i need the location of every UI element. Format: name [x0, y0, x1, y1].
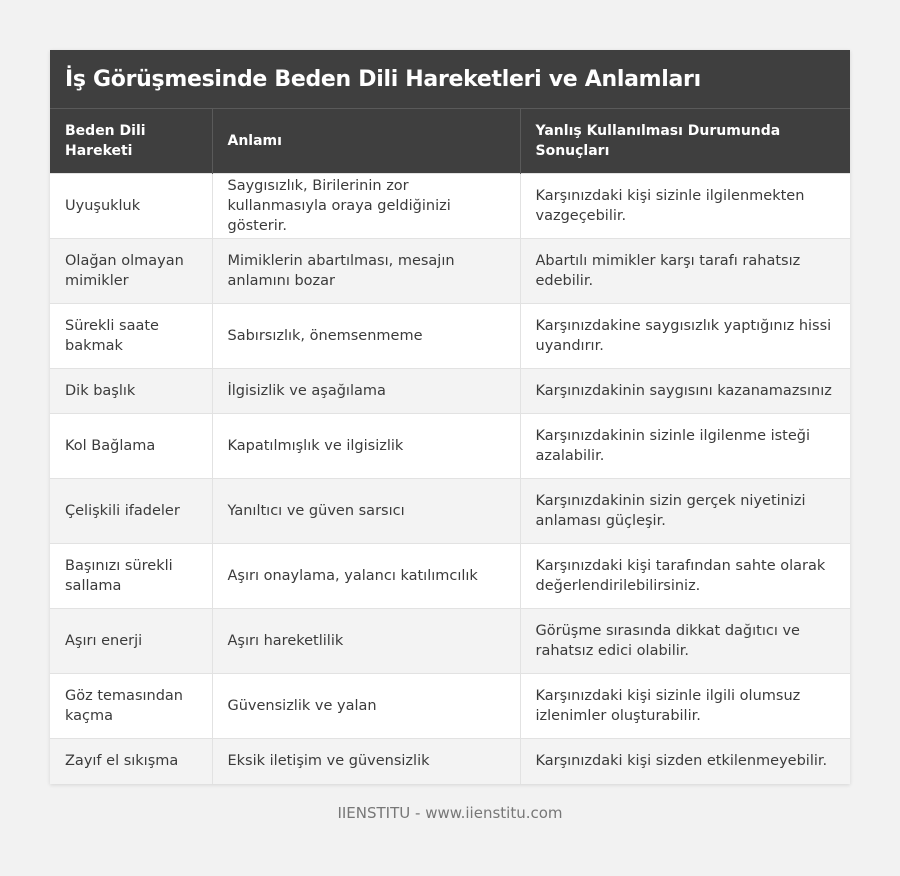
- header-movement: Beden Dili Hareketi: [50, 109, 212, 174]
- page-title: İş Görüşmesinde Beden Dili Hareketleri ve Anlamları: [65, 66, 701, 92]
- cell-consequence: Karşınızdakinin sizinle ilgilenme isteği azalabilir.: [520, 414, 850, 479]
- title-bar: [50, 50, 850, 109]
- cell-meaning: Yanıltıcı ve güven sarsıcı: [212, 479, 520, 544]
- cell-meaning: Güvensizlik ve yalan: [212, 674, 520, 739]
- header-meaning: Anlamı: [212, 109, 520, 174]
- cell-movement: Olağan olmayan mimikler: [50, 239, 212, 304]
- table-row: [50, 544, 850, 609]
- cell-meaning: İlgisizlik ve aşağılama: [212, 369, 520, 414]
- cell-movement: Aşırı enerji: [50, 609, 212, 674]
- table-card: [50, 50, 850, 784]
- cell-consequence: Karşınızdaki kişi sizden etkilenmeyebilir.: [520, 739, 850, 784]
- cell-consequence: Karşınızdakinin sizin gerçek niyetinizi anlaması güçleşir.: [520, 479, 850, 544]
- header-consequence: Yanlış Kullanılması Durumunda Sonuçları: [520, 109, 850, 174]
- cell-movement: Göz temasından kaçma: [50, 674, 212, 739]
- table-header-row: [50, 109, 850, 174]
- cell-meaning: Sabırsızlık, önemsenmeme: [212, 304, 520, 369]
- cell-meaning: Aşırı hareketlilik: [212, 609, 520, 674]
- table-row: [50, 304, 850, 369]
- table-row: [50, 369, 850, 414]
- cell-movement: Zayıf el sıkışma: [50, 739, 212, 784]
- cell-meaning: Saygısızlık, Birilerinin zor kullanmasıyla oraya geldiğinizi gösterir.: [212, 174, 520, 239]
- cell-consequence: Karşınızdaki kişi sizinle ilgilenmekten vazgeçebilir.: [520, 174, 850, 239]
- table-row: [50, 239, 850, 304]
- table-row: [50, 739, 850, 784]
- table-row: [50, 674, 850, 739]
- cell-consequence: Görüşme sırasında dikkat dağıtıcı ve rahatsız edici olabilir.: [520, 609, 850, 674]
- cell-consequence: Abartılı mimikler karşı tarafı rahatsız edebilir.: [520, 239, 850, 304]
- cell-movement: Uyuşukluk: [50, 174, 212, 239]
- cell-movement: Çelişkili ifadeler: [50, 479, 212, 544]
- cell-movement: Başınızı sürekli sallama: [50, 544, 212, 609]
- cell-consequence: Karşınızdaki kişi tarafından sahte olarak değerlendirilebilirsiniz.: [520, 544, 850, 609]
- cell-movement: Kol Bağlama: [50, 414, 212, 479]
- footer-credit: IIENSTITU - www.iienstitu.com: [337, 804, 563, 822]
- table-row: [50, 479, 850, 544]
- table-row: [50, 609, 850, 674]
- body-language-table: [50, 109, 850, 784]
- cell-meaning: Eksik iletişim ve güvensizlik: [212, 739, 520, 784]
- cell-meaning: Mimiklerin abartılması, mesajın anlamını bozar: [212, 239, 520, 304]
- table-row: [50, 174, 850, 239]
- cell-consequence: Karşınızdaki kişi sizinle ilgili olumsuz izlenimler oluşturabilir.: [520, 674, 850, 739]
- cell-meaning: Kapatılmışlık ve ilgisizlik: [212, 414, 520, 479]
- table-row: [50, 414, 850, 479]
- cell-movement: Dik başlık: [50, 369, 212, 414]
- cell-consequence: Karşınızdakine saygısızlık yaptığınız hissi uyandırır.: [520, 304, 850, 369]
- cell-movement: Sürekli saate bakmak: [50, 304, 212, 369]
- cell-consequence: Karşınızdakinin saygısını kazanamazsınız: [520, 369, 850, 414]
- cell-meaning: Aşırı onaylama, yalancı katılımcılık: [212, 544, 520, 609]
